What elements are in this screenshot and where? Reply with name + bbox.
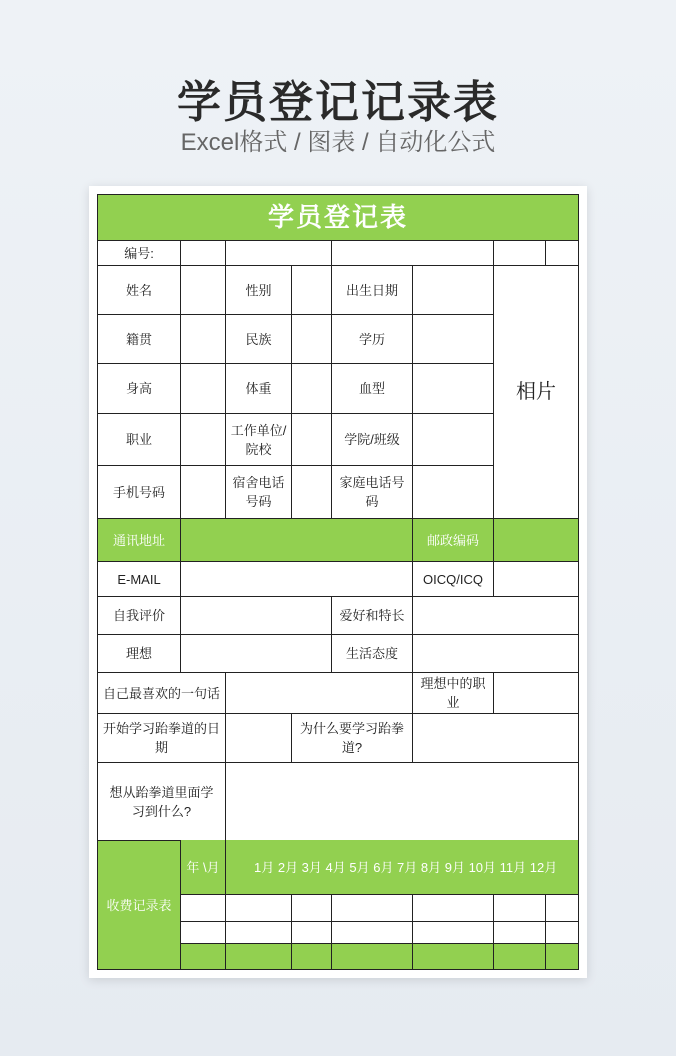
birth-field[interactable] — [412, 265, 493, 314]
months-header: 1月 2月 3月 4月 5月 6月 7月 8月 9月 10月 11月 12月 — [225, 840, 579, 894]
oicq-field[interactable] — [493, 561, 579, 596]
self-eval-field[interactable] — [180, 596, 331, 634]
fee-cell[interactable] — [331, 894, 412, 921]
height-label: 身高 — [97, 363, 180, 413]
name-label: 姓名 — [97, 265, 180, 314]
want-learn-field[interactable] — [225, 762, 579, 840]
address-label: 通讯地址 — [97, 518, 180, 561]
ethnicity-field[interactable] — [291, 314, 331, 363]
fee-cell[interactable] — [412, 921, 493, 943]
weight-field[interactable] — [291, 363, 331, 413]
fee-cell[interactable] — [180, 894, 225, 921]
attitude-label: 生活态度 — [331, 634, 412, 672]
fee-cell[interactable] — [545, 894, 579, 921]
ethnicity-label: 民族 — [225, 314, 291, 363]
fee-total-cell[interactable] — [545, 943, 579, 970]
number-field-4[interactable] — [493, 240, 545, 265]
why-field[interactable] — [412, 713, 579, 762]
registration-form — [97, 194, 579, 970]
college-label: 学院/班级 — [331, 413, 412, 465]
name-field[interactable] — [180, 265, 225, 314]
dorm-phone-label: 宿舍电话号码 — [225, 465, 291, 518]
blood-field[interactable] — [412, 363, 493, 413]
email-field[interactable] — [180, 561, 412, 596]
education-label: 学历 — [331, 314, 412, 363]
occupation-field[interactable] — [180, 413, 225, 465]
hobbies-label: 爱好和特长 — [331, 596, 412, 634]
postcode-field[interactable] — [493, 518, 579, 561]
self-eval-label: 自我评价 — [97, 596, 180, 634]
hobbies-field[interactable] — [412, 596, 579, 634]
fee-total-cell[interactable] — [225, 943, 291, 970]
number-field-5[interactable] — [545, 240, 579, 265]
fee-cell[interactable] — [225, 894, 291, 921]
sheet-preview-card — [89, 186, 587, 978]
number-field[interactable] — [180, 240, 225, 265]
native-place-label: 籍贯 — [97, 314, 180, 363]
gender-field[interactable] — [291, 265, 331, 314]
fee-cell[interactable] — [331, 921, 412, 943]
fee-cell[interactable] — [493, 921, 545, 943]
page-title: 学员登记记录表 — [177, 78, 499, 127]
fee-total-cell[interactable] — [493, 943, 545, 970]
fee-total-cell[interactable] — [412, 943, 493, 970]
ideal-label: 理想 — [97, 634, 180, 672]
home-phone-field[interactable] — [412, 465, 493, 518]
ideal-job-label: 理想中的职业 — [412, 672, 493, 713]
college-field[interactable] — [412, 413, 493, 465]
postcode-label: 邮政编码 — [412, 518, 493, 561]
start-date-label: 开始学习跆拳道的日期 — [97, 713, 225, 762]
gender-label: 性别 — [225, 265, 291, 314]
favorite-quote-label: 自己最喜欢的一句话 — [97, 672, 225, 713]
fee-cell[interactable] — [412, 894, 493, 921]
dorm-phone-field[interactable] — [291, 465, 331, 518]
education-field[interactable] — [412, 314, 493, 363]
birth-label: 出生日期 — [331, 265, 412, 314]
fee-total-cell[interactable] — [331, 943, 412, 970]
favorite-quote-field[interactable] — [225, 672, 412, 713]
ideal-job-field[interactable] — [493, 672, 579, 713]
weight-label: 体重 — [225, 363, 291, 413]
year-month-label: 年 \月 — [180, 840, 225, 894]
fee-cell[interactable] — [493, 894, 545, 921]
fee-cell[interactable] — [225, 921, 291, 943]
attitude-field[interactable] — [412, 634, 579, 672]
address-field[interactable] — [180, 518, 412, 561]
home-phone-label: 家庭电话号码 — [331, 465, 412, 518]
mobile-field[interactable] — [180, 465, 225, 518]
photo-box[interactable]: 相片 — [493, 265, 579, 518]
start-date-field[interactable] — [225, 713, 291, 762]
fee-total-cell[interactable] — [291, 943, 331, 970]
fee-cell[interactable] — [180, 921, 225, 943]
fee-cell[interactable] — [545, 921, 579, 943]
oicq-label: OICQ/ICQ — [412, 561, 493, 596]
mobile-label: 手机号码 — [97, 465, 180, 518]
form-title: 学员登记表 — [97, 194, 579, 240]
email-label: E-MAIL — [97, 561, 180, 596]
fee-total-cell[interactable] — [180, 943, 225, 970]
work-unit-label: 工作单位/院校 — [225, 413, 291, 465]
blood-label: 血型 — [331, 363, 412, 413]
fee-cell[interactable] — [291, 894, 331, 921]
number-field-3[interactable] — [331, 240, 493, 265]
fees-label: 收费记录表 — [97, 840, 180, 970]
height-field[interactable] — [180, 363, 225, 413]
fee-cell[interactable] — [291, 921, 331, 943]
page-subtitle: Excel格式 / 图表 / 自动化公式 — [180, 129, 496, 156]
occupation-label: 职业 — [97, 413, 180, 465]
ideal-field[interactable] — [180, 634, 331, 672]
native-place-field[interactable] — [180, 314, 225, 363]
number-label: 编号: — [97, 240, 180, 265]
want-learn-label: 想从跆拳道里面学习到什么? — [97, 762, 225, 840]
work-unit-field[interactable] — [291, 413, 331, 465]
why-label: 为什么要学习跆拳道? — [291, 713, 412, 762]
number-field-2[interactable] — [225, 240, 331, 265]
